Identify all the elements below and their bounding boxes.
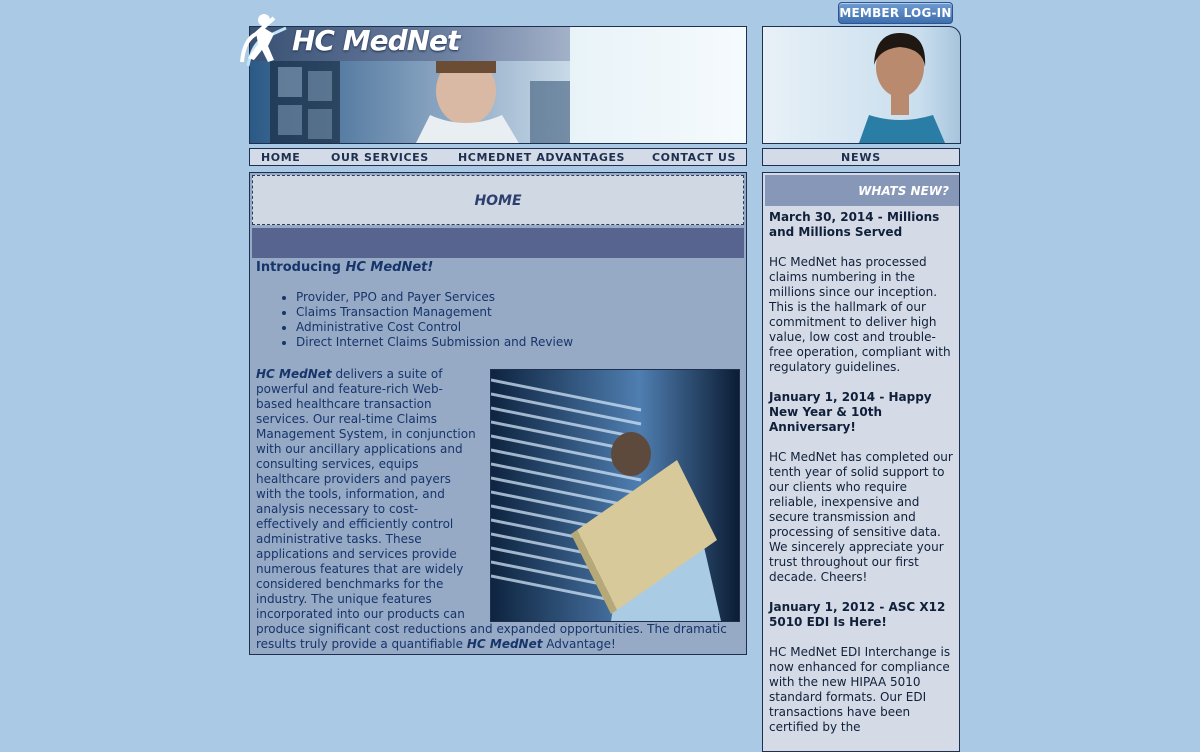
intro-brand: HC MedNet!: [345, 260, 434, 275]
news-item: [769, 210, 955, 375]
news-item: [769, 390, 955, 585]
title-band: [252, 228, 744, 258]
news-body: HC MedNet EDI Interchange is now enhanced for compliance with the new HIPAA 5010 standard formats. Our EDI transactions have been certified by the: [769, 645, 951, 734]
whats-new-header: WHATS NEW?: [765, 175, 959, 206]
body-end: Advantage!: [542, 637, 616, 651]
logo-text[interactable]: HC MedNet: [292, 24, 460, 57]
nav-our-services[interactable]: OUR SERVICES: [331, 150, 429, 164]
body-text: delivers a suite of powerful and feature-rich Web-based healthcare transaction services. Our real-time Claims Management System, in conjunction with our ancillary applications and consulting services, equips healthcare providers and payers with the tools, information, and analysis necessary to cost-effectively and efficiently control administrative tasks. These applications and services provide numerous features that are widely considered benchmarks for the industry. The unique features incorporated into our products can produce significant cost reductions and expanded opportunities. The dramatic results truly provide a quantifiable: [256, 367, 727, 651]
header-doctor-photo: [250, 61, 570, 144]
lab-doctor-photo: [490, 369, 740, 622]
list-item: • Administrative Cost Control: [296, 320, 573, 335]
intro-prefix: Introducing: [256, 260, 346, 275]
feature-list: [256, 290, 573, 350]
news-list: [769, 210, 955, 750]
main-nav: [249, 148, 747, 166]
news-item: [769, 600, 955, 735]
page-title-box: [252, 175, 744, 225]
page-title: HOME: [474, 193, 522, 209]
nav-home[interactable]: HOME: [261, 150, 301, 164]
news-nurse-photo: [762, 26, 961, 144]
lab-doctor-image: [491, 370, 739, 621]
news-panel: [762, 172, 960, 752]
intro-heading: [256, 260, 433, 275]
nurse-image: [763, 27, 960, 143]
news-body: HC MedNet has completed our tenth year of solid support to our clients who require reliable, inexpensive and secure transmission and processing of sensitive data. We sincerely appreciate your trust throughout our first decade. Cheers!: [769, 450, 953, 584]
list-item: • Direct Internet Claims Submission and Review: [296, 335, 573, 350]
list-item: • Provider, PPO and Payer Services: [296, 290, 573, 305]
news-title: March 30, 2014 - Millions and Millions Served: [769, 210, 940, 239]
nav-hcmednet-advantages[interactable]: HCMEDNET ADVANTAGES: [458, 150, 626, 164]
nav-contact-us[interactable]: CONTACT US: [652, 150, 737, 164]
body-brand: HC MedNet: [256, 367, 332, 381]
nav-news[interactable]: NEWS: [762, 148, 960, 166]
body-brand-end: HC MedNet: [466, 637, 543, 651]
news-title: January 1, 2014 - Happy New Year & 10th Anniversary!: [769, 390, 932, 434]
news-title: January 1, 2012 - ASC X12 5010 EDI Is Here!: [769, 600, 946, 629]
list-item: • Claims Transaction Management: [296, 305, 573, 320]
intro-body: [256, 367, 740, 652]
member-login-button[interactable]: MEMBER LOG-IN: [838, 2, 953, 24]
main-content-panel: [249, 172, 747, 655]
logo-figure-icon: [234, 10, 294, 70]
news-body: HC MedNet has processed claims numbering in the millions since our inception. This is the hallmark of our commitment to deliver high value, low cost and trouble-free operation, compliant with regulatory guidelines.: [769, 255, 951, 374]
